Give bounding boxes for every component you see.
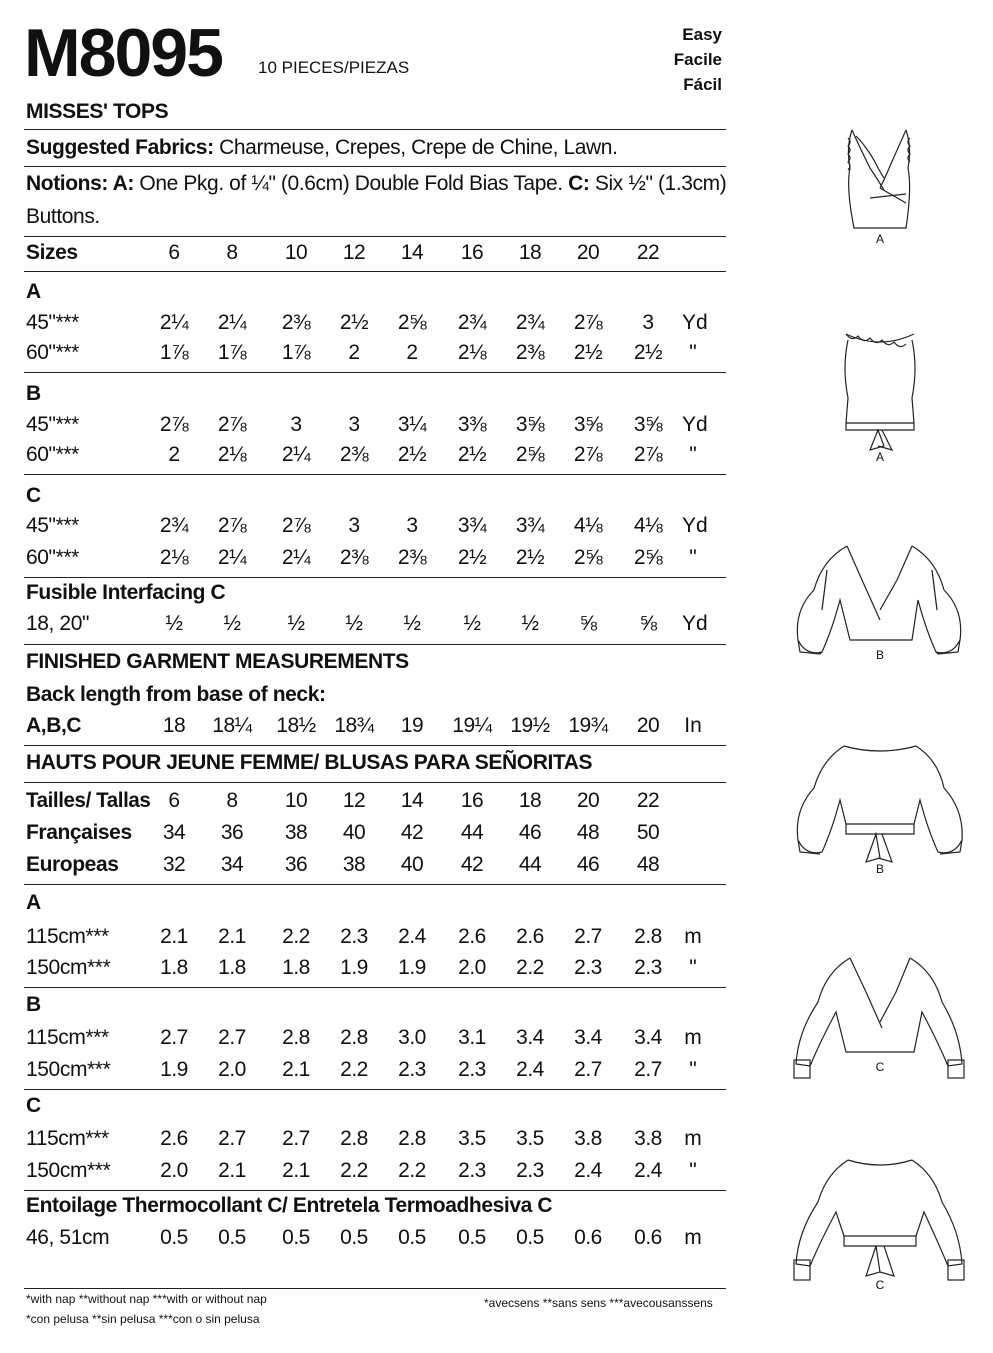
difficulty-levels: [652, 22, 722, 97]
cell-value: 2.1: [160, 925, 188, 948]
cell-value: 2.0: [218, 1058, 246, 1081]
view-label: A: [26, 891, 41, 914]
finished-row: [26, 714, 726, 744]
pattern-number: M8095: [24, 15, 222, 91]
cell-value: 3¾: [457, 514, 487, 537]
yardage-row: [26, 546, 726, 576]
unit-label: m: [684, 925, 702, 948]
cell-value: 2.2: [516, 956, 544, 979]
cell-value: 2.6: [458, 925, 486, 948]
cell-value: 0.5: [458, 1226, 486, 1249]
cell-value: 0.6: [634, 1226, 662, 1249]
cell-value: 3⅝: [573, 413, 603, 436]
split-sleeve-wrap-front-icon: [792, 540, 967, 660]
row-label: 45"***: [26, 413, 79, 436]
cell-value: 44: [518, 853, 542, 876]
sizes-label: Sizes: [26, 241, 78, 264]
cell-value: ½: [521, 612, 539, 635]
cell-value: 3.5: [458, 1127, 486, 1150]
cell-value: 0.5: [398, 1226, 426, 1249]
cell-value: 2⅜: [339, 546, 369, 569]
cell-value: 18: [518, 789, 542, 812]
cell-value: 2.1: [282, 1159, 310, 1182]
cell-value: 46: [576, 853, 600, 876]
cell-value: 2.2: [398, 1159, 426, 1182]
cell-value: 2½: [339, 311, 369, 334]
cell-value: 6: [168, 789, 180, 812]
cell-value: 3¼: [397, 413, 427, 436]
row-label: 150cm***: [26, 1159, 111, 1182]
unit-label: Yd: [682, 311, 708, 334]
cell-value: 3.0: [398, 1026, 426, 1049]
cell-value: 34: [220, 853, 244, 876]
cell-value: 2.7: [218, 1026, 246, 1049]
cell-value: 2⅛: [457, 341, 487, 364]
cell-value: 3: [348, 413, 360, 436]
sketch-label: B: [875, 648, 884, 662]
cell-value: 2.3: [458, 1058, 486, 1081]
size-value: 12: [342, 241, 366, 264]
cell-value: 2.3: [340, 925, 368, 948]
size-value: 6: [168, 241, 180, 264]
cell-value: 2.8: [282, 1026, 310, 1049]
unit-label: Yd: [682, 514, 708, 537]
cell-value: 2.2: [340, 1159, 368, 1182]
cell-value: 12: [342, 789, 366, 812]
cell-value: 1⅞: [159, 341, 189, 364]
cell-value: 2: [406, 341, 418, 364]
long-sleeve-back-tie-icon: [792, 1154, 967, 1284]
cell-value: 2⅝: [633, 546, 663, 569]
cell-value: 2.7: [282, 1127, 310, 1150]
cell-value: 2.1: [218, 1159, 246, 1182]
yardage-row: [26, 341, 726, 371]
cell-value: 2½: [633, 341, 663, 364]
view-label: A: [26, 280, 41, 303]
cell-value: 16: [460, 789, 484, 812]
cell-value: ½: [165, 612, 183, 635]
notions-a-label: A:: [107, 172, 134, 195]
cell-value: 38: [284, 821, 308, 844]
cell-value: 0.5: [218, 1226, 246, 1249]
notions-label: Notions:: [26, 172, 108, 195]
cell-value: 20: [576, 789, 600, 812]
cell-value: 18½: [276, 714, 316, 737]
unit-label: Yd: [682, 612, 708, 635]
unit-label: ": [689, 1058, 697, 1081]
metric-row: [26, 925, 726, 955]
unit-label: m: [684, 1127, 702, 1150]
unit-label: m: [684, 1026, 702, 1049]
cell-value: 2⅛: [217, 443, 247, 466]
cell-value: 48: [636, 853, 660, 876]
cell-value: 2.2: [282, 925, 310, 948]
cell-value: 2.4: [398, 925, 426, 948]
notions-c-label: C:: [562, 172, 590, 195]
cell-value: 2⅞: [159, 413, 189, 436]
cell-value: 0.6: [574, 1226, 602, 1249]
cell-value: 2.8: [634, 925, 662, 948]
yardage-row: [26, 413, 726, 443]
cell-value: 2: [168, 443, 180, 466]
sketch-label: A: [875, 232, 884, 246]
cell-value: 2.4: [634, 1159, 662, 1182]
cell-value: 4⅛: [633, 514, 663, 537]
divider: [24, 271, 726, 272]
cell-value: 2⅞: [217, 514, 247, 537]
cell-value: 2¾: [457, 311, 487, 334]
cell-value: 2.1: [218, 925, 246, 948]
cell-value: 8: [226, 789, 238, 812]
cell-value: 36: [284, 853, 308, 876]
cell-value: 19½: [510, 714, 550, 737]
cell-value: 3⅝: [633, 413, 663, 436]
cell-value: 42: [460, 853, 484, 876]
unit-label: ": [689, 1159, 697, 1182]
cell-value: 3: [642, 311, 654, 334]
cell-value: 2¾: [159, 514, 189, 537]
cell-value: 22: [636, 789, 660, 812]
row-label: 115cm***: [26, 1026, 109, 1049]
cell-value: 50: [636, 821, 660, 844]
cell-value: 14: [400, 789, 424, 812]
cell-value: 2: [348, 341, 360, 364]
divider: [24, 987, 726, 988]
cell-value: 2.1: [282, 1058, 310, 1081]
sketch-label: A: [875, 450, 884, 464]
cell-value: 48: [576, 821, 600, 844]
cell-value: 0.5: [516, 1226, 544, 1249]
cell-value: 2⅝: [397, 311, 427, 334]
cell-value: 3: [406, 514, 418, 537]
cell-value: 2¼: [159, 311, 189, 334]
cell-value: 3.4: [516, 1026, 544, 1049]
cell-value: 2.4: [574, 1159, 602, 1182]
cell-value: 2.3: [458, 1159, 486, 1182]
cell-value: 2.7: [574, 925, 602, 948]
cell-value: 2.7: [218, 1127, 246, 1150]
size-value: 8: [226, 241, 238, 264]
divider: [24, 474, 726, 475]
difficulty-en: Easy: [682, 25, 722, 44]
pattern-title: MISSES' TOPS: [26, 100, 169, 123]
cell-value: ⅝: [579, 612, 597, 635]
cell-value: 2½: [457, 443, 487, 466]
unit-label: ": [689, 956, 697, 979]
notions-line2: Buttons.: [26, 205, 100, 228]
divider: [24, 166, 726, 167]
finished-subtitle: Back length from base of neck:: [26, 683, 326, 706]
cell-value: 2¼: [281, 443, 311, 466]
cell-value: 3⅝: [515, 413, 545, 436]
interfacing-row: [26, 612, 726, 642]
divider: [24, 372, 726, 373]
cell-value: 3.8: [574, 1127, 602, 1150]
view-label: B: [26, 382, 41, 405]
row-label: 60"***: [26, 443, 79, 466]
sketch-view-b-back: [792, 742, 967, 867]
divider: [24, 782, 726, 783]
unit-label: ": [689, 546, 697, 569]
metric-row: [26, 1026, 726, 1056]
cell-value: 1.9: [398, 956, 426, 979]
divider: [24, 577, 726, 578]
cell-value: 19: [400, 714, 424, 737]
cell-value: 2½: [515, 546, 545, 569]
row-label: Europeas: [26, 853, 119, 876]
cell-value: 2.3: [574, 956, 602, 979]
unit-label: ": [689, 443, 697, 466]
foreign-sizes-row: [26, 821, 726, 851]
sketch-view-a-back: [840, 328, 920, 453]
fabrics-text: Charmeuse, Crepes, Crepe de Chine, Lawn.: [213, 136, 618, 159]
view-label: C: [26, 1094, 41, 1117]
cell-value: 2.8: [398, 1127, 426, 1150]
cell-value: 44: [460, 821, 484, 844]
cell-value: 1.8: [218, 956, 246, 979]
cell-value: 2.0: [160, 1159, 188, 1182]
divider: [24, 1190, 726, 1191]
notions-a-text: One Pkg. of ¼" (0.6cm) Double Fold Bias Tape.: [133, 172, 563, 195]
cell-value: 2.4: [516, 1058, 544, 1081]
cell-value: 19¼: [452, 714, 492, 737]
cell-value: 0.5: [282, 1226, 310, 1249]
cell-value: 2.6: [160, 1127, 188, 1150]
row-label: 115cm***: [26, 925, 109, 948]
footnote-english: *with nap **without nap ***with or without nap: [26, 1292, 267, 1306]
cell-value: 18¼: [212, 714, 252, 737]
sketch-label: B: [875, 862, 884, 876]
cell-value: 2½: [457, 546, 487, 569]
cell-value: 18¾: [334, 714, 374, 737]
cell-value: 0.5: [340, 1226, 368, 1249]
finished-measurements-title: FINISHED GARMENT MEASUREMENTS: [26, 650, 409, 673]
cell-value: 2¼: [281, 546, 311, 569]
cell-value: 2⅜: [281, 311, 311, 334]
cell-value: 1.8: [282, 956, 310, 979]
cell-value: 2.7: [160, 1026, 188, 1049]
cell-value: 4⅛: [573, 514, 603, 537]
cell-value: 2⅜: [397, 546, 427, 569]
cell-value: 36: [220, 821, 244, 844]
cell-value: 18: [162, 714, 186, 737]
yardage-row: [26, 311, 726, 341]
cell-value: 10: [284, 789, 308, 812]
unit-label: m: [684, 1226, 702, 1249]
cell-value: 2.3: [516, 1159, 544, 1182]
cell-value: ½: [287, 612, 305, 635]
entoilage-title: Entoilage Thermocollant C/ Entretela Termoadhesiva C: [26, 1194, 553, 1217]
yardage-row: [26, 443, 726, 473]
cell-value: 2.8: [340, 1026, 368, 1049]
suggested-fabrics: [26, 136, 618, 160]
difficulty-fr: Facile: [673, 50, 722, 69]
footnote-french: *avecsens **sans sens ***avecousanssens: [484, 1296, 713, 1310]
cell-value: 2⅝: [573, 546, 603, 569]
sketch-view-c-back: [792, 1154, 967, 1284]
divider: [24, 884, 726, 885]
cell-value: 19¾: [568, 714, 608, 737]
row-label: 150cm***: [26, 956, 111, 979]
size-value: 14: [400, 241, 424, 264]
cell-value: 2⅞: [217, 413, 247, 436]
cell-value: 2⅛: [159, 546, 189, 569]
cell-value: 2¾: [515, 311, 545, 334]
cell-value: 2.2: [340, 1058, 368, 1081]
cell-value: 2½: [397, 443, 427, 466]
cell-value: 1.8: [160, 956, 188, 979]
cell-value: 42: [400, 821, 424, 844]
view-label: B: [26, 993, 41, 1016]
cell-value: 2.0: [458, 956, 486, 979]
cell-value: 3: [348, 514, 360, 537]
size-value: 18: [518, 241, 542, 264]
size-value: 10: [284, 241, 308, 264]
row-label: Françaises: [26, 821, 132, 844]
cell-value: 34: [162, 821, 186, 844]
cell-value: 2.7: [574, 1058, 602, 1081]
cell-value: 2¼: [217, 311, 247, 334]
metric-row: [26, 956, 726, 986]
sketch-label: C: [875, 1060, 885, 1074]
foreign-sizes-row: [26, 789, 726, 819]
footnote-spanish: *con pelusa **sin pelusa ***con o sin pelusa: [26, 1312, 260, 1326]
foreign-sizes-row: [26, 853, 726, 883]
cell-value: 2.3: [398, 1058, 426, 1081]
row-label: 115cm***: [26, 1127, 109, 1150]
metric-row: [26, 1058, 726, 1088]
cell-value: 46: [518, 821, 542, 844]
fabrics-label: Suggested Fabrics:: [26, 136, 214, 159]
cell-value: 2.7: [634, 1058, 662, 1081]
row-label: Tailles/ Tallas: [26, 789, 151, 812]
cell-value: 40: [400, 853, 424, 876]
sketch-view-b-front: [792, 540, 967, 660]
divider: [24, 129, 726, 130]
metric-row: [26, 1127, 726, 1157]
row-label: 60"***: [26, 546, 79, 569]
cell-value: 3.1: [458, 1026, 486, 1049]
cell-value: 3.4: [634, 1026, 662, 1049]
cell-value: 2⅝: [515, 443, 545, 466]
piece-count: 10 PIECES/PIEZAS: [258, 58, 410, 77]
row-label: 150cm***: [26, 1058, 111, 1081]
cell-value: 2¼: [217, 546, 247, 569]
unit-label: ": [689, 341, 697, 364]
notions: [26, 172, 726, 196]
size-value: 20: [576, 241, 600, 264]
row-label: 45"***: [26, 311, 79, 334]
cell-value: 2⅜: [339, 443, 369, 466]
cell-value: 2⅞: [573, 311, 603, 334]
row-label: 45"***: [26, 514, 79, 537]
view-label: C: [26, 484, 41, 507]
cell-value: 3.5: [516, 1127, 544, 1150]
row-label: A,B,C: [26, 714, 82, 737]
cell-value: 2.8: [340, 1127, 368, 1150]
cell-value: 3.4: [574, 1026, 602, 1049]
sketch-view-a-front: [840, 128, 920, 238]
divider: [24, 644, 726, 645]
cell-value: ½: [345, 612, 363, 635]
row-label: 46, 51cm: [26, 1226, 110, 1249]
metric-row: [26, 1159, 726, 1189]
divider: [24, 236, 726, 237]
sizes-row: [26, 241, 726, 271]
row-label: 18, 20": [26, 612, 90, 635]
size-value: 22: [636, 241, 660, 264]
notions-c-text: Six ½" (1.3cm): [589, 172, 727, 195]
cell-value: 1.9: [160, 1058, 188, 1081]
cell-value: 20: [636, 714, 660, 737]
cell-value: 2⅞: [633, 443, 663, 466]
cell-value: 2⅞: [281, 514, 311, 537]
cell-value: 32: [162, 853, 186, 876]
cell-value: 3¾: [515, 514, 545, 537]
cell-value: 1.9: [340, 956, 368, 979]
sketch-label: C: [875, 1278, 885, 1292]
cell-value: 1⅞: [217, 341, 247, 364]
ruffle-wrap-front-icon: [840, 128, 920, 238]
size-value: 16: [460, 241, 484, 264]
cell-value: 40: [342, 821, 366, 844]
split-sleeve-back-tie-icon: [792, 742, 967, 867]
divider: [24, 1288, 726, 1289]
ruffle-back-tie-icon: [840, 328, 920, 453]
cell-value: 1⅞: [281, 341, 311, 364]
foreign-title: HAUTS POUR JEUNE FEMME/ BLUSAS PARA SEÑORITAS: [26, 751, 593, 774]
cell-value: ½: [223, 612, 241, 635]
cell-value: 2.3: [634, 956, 662, 979]
row-label: 60"***: [26, 341, 79, 364]
cell-value: 3⅜: [457, 413, 487, 436]
cell-value: 3: [290, 413, 302, 436]
cell-value: ⅝: [639, 612, 657, 635]
cell-value: 38: [342, 853, 366, 876]
cell-value: ½: [463, 612, 481, 635]
divider: [24, 1089, 726, 1090]
cell-value: ½: [403, 612, 421, 635]
entoilage-row: [26, 1226, 726, 1256]
divider: [24, 745, 726, 746]
yardage-row: [26, 514, 726, 544]
cell-value: 3.8: [634, 1127, 662, 1150]
cell-value: 2⅞: [573, 443, 603, 466]
unit-label: Yd: [682, 413, 708, 436]
interfacing-title: Fusible Interfacing C: [26, 581, 226, 604]
difficulty-es: Fácil: [683, 75, 722, 94]
cell-value: 0.5: [160, 1226, 188, 1249]
cell-value: 2⅜: [515, 341, 545, 364]
unit-label: In: [684, 714, 702, 737]
cell-value: 2.6: [516, 925, 544, 948]
cell-value: 2½: [573, 341, 603, 364]
